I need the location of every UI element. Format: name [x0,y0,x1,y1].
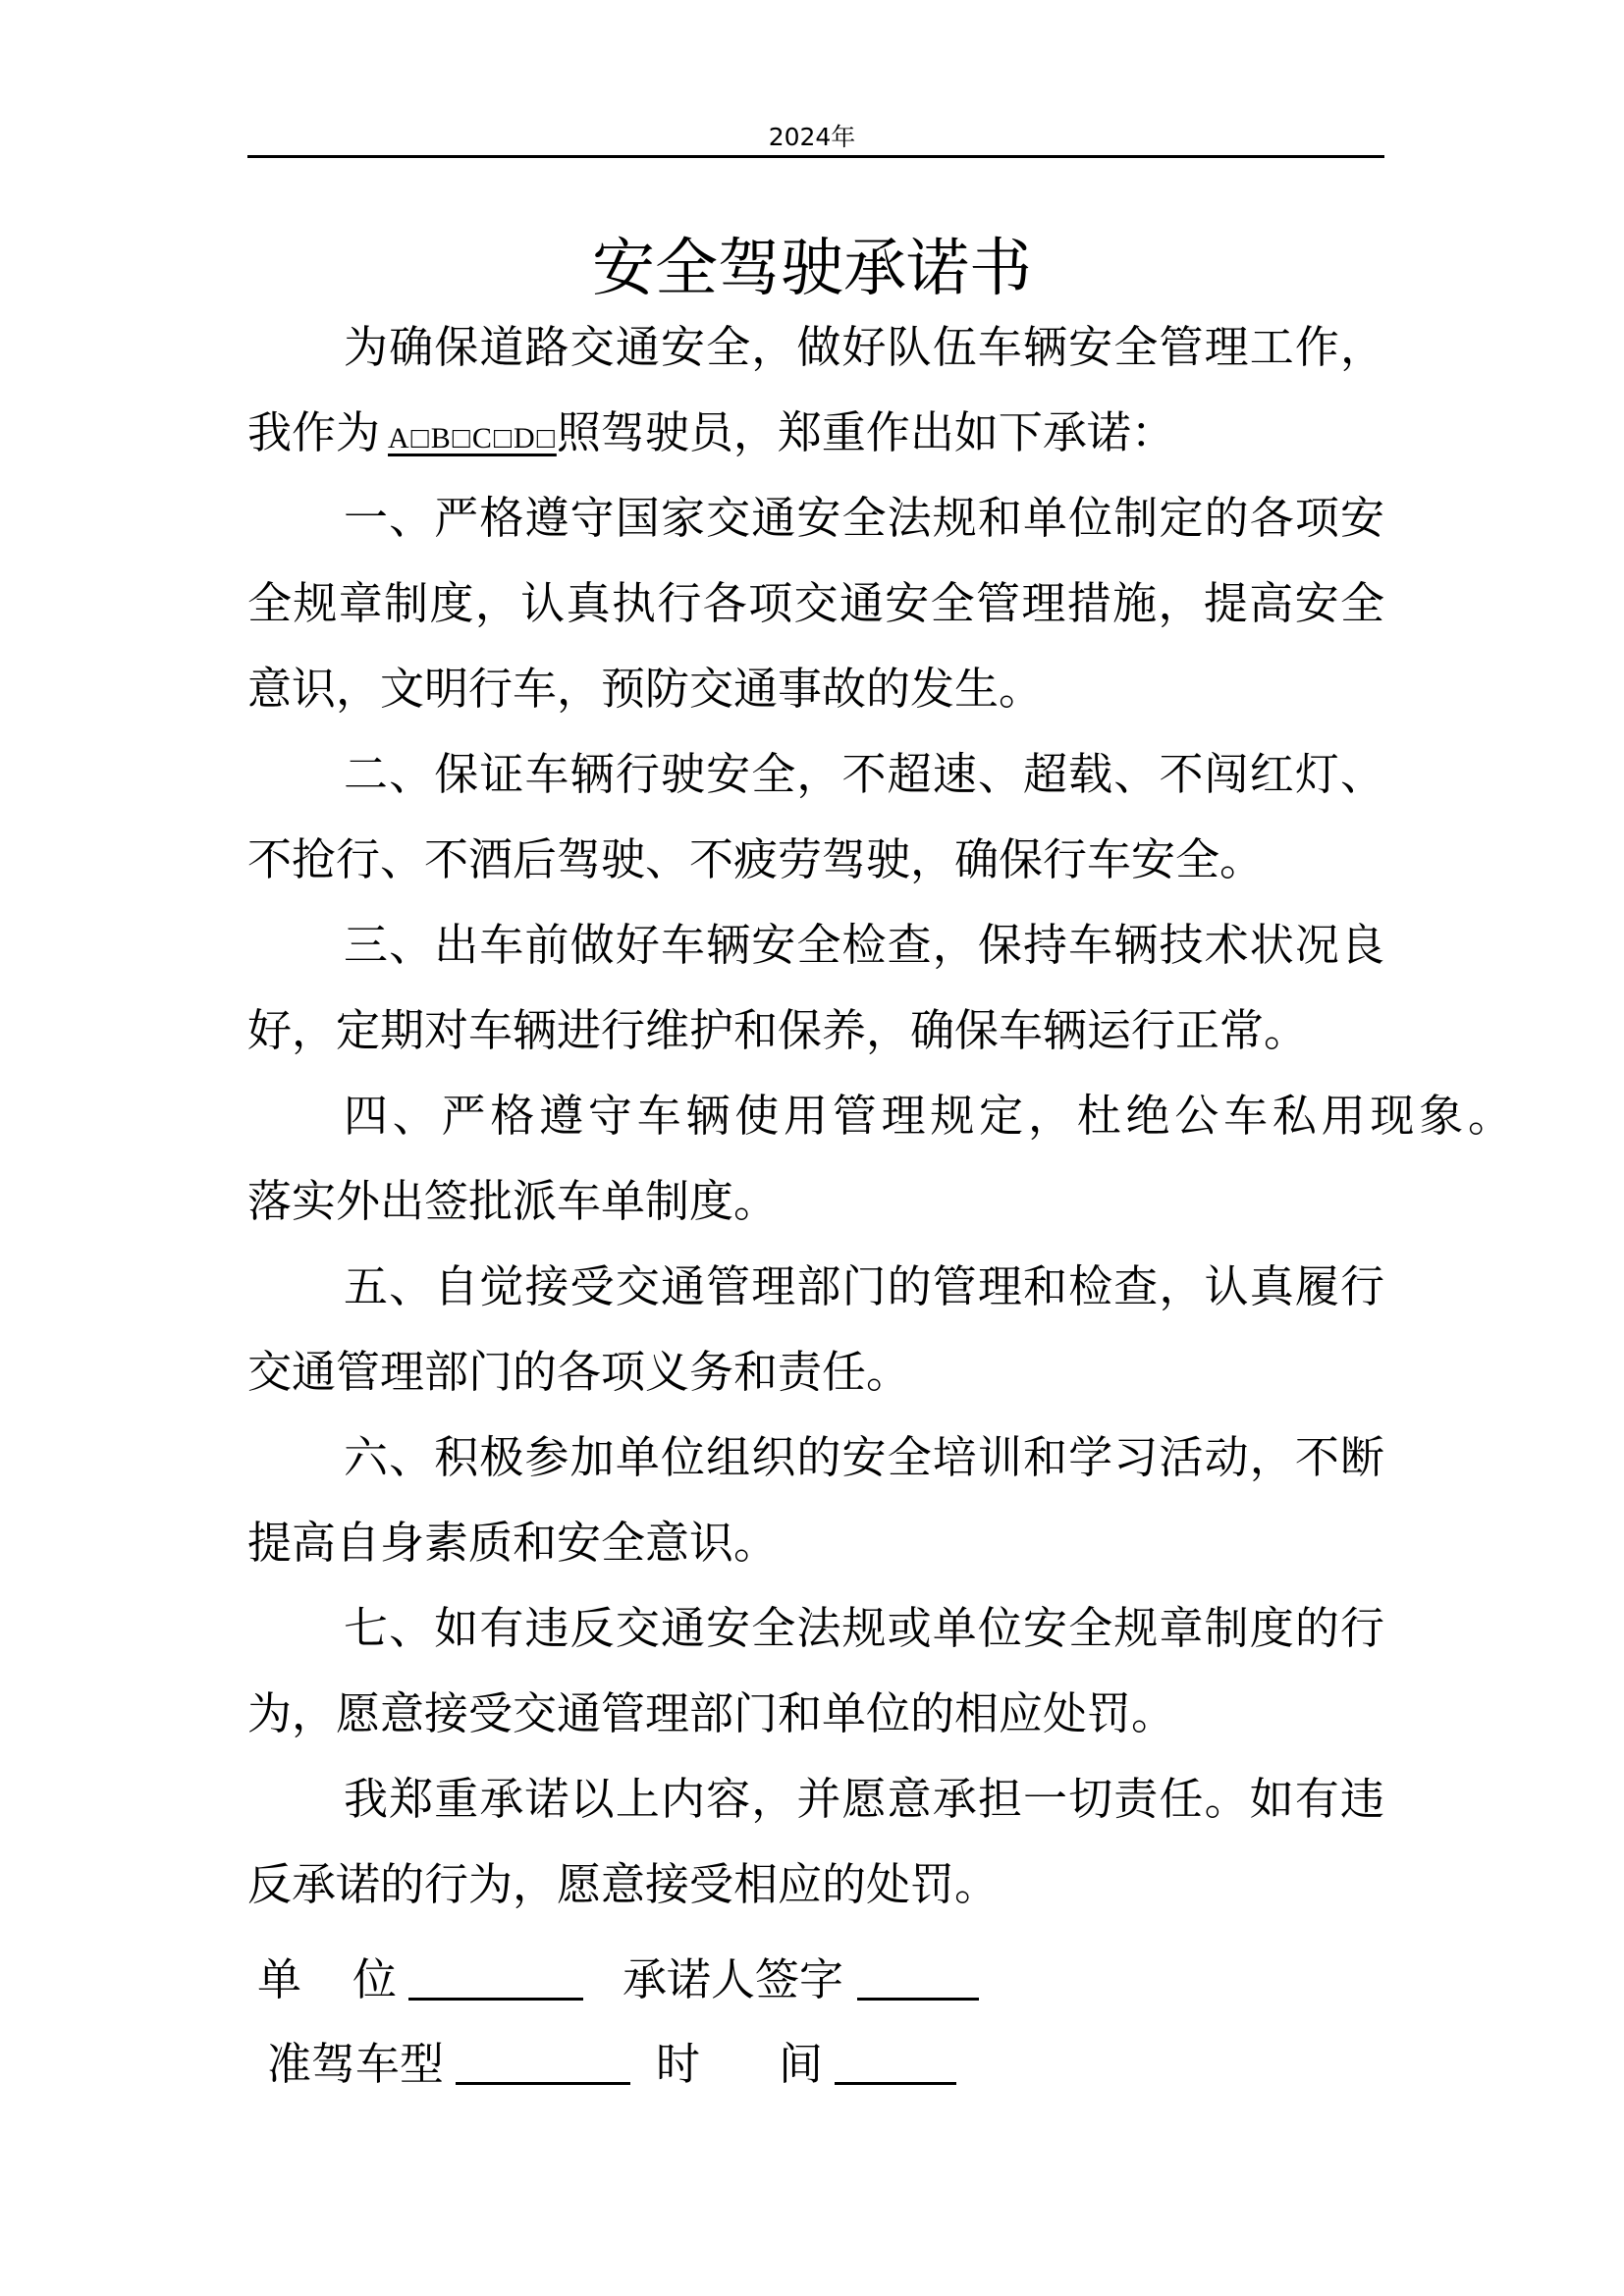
document-body [247,316,1512,1939]
signature-row-2 [267,2028,956,2092]
paragraph-6-line: 六、积极参加单位组织的安全培训和学习活动，不断 [344,1431,1384,1483]
paragraph-3-line: 好，定期对车辆进行维护和保养，确保车辆运行正常。 [247,1004,1309,1056]
unit-label-2: 位 [352,1953,398,2005]
header-divider [247,155,1384,158]
page-title: 安全驾驶承诺书 [592,233,1032,305]
unit-label-1: 单 [257,1953,302,2005]
paragraph-7-line: 为，愿意接受交通管理部门和单位的相应处罚。 [247,1687,1176,1739]
paragraph-7-line: 七、如有违反交通安全法规或单位安全规章制度的行 [344,1602,1384,1654]
paragraph-8-line: 反承诺的行为，愿意接受相应的处罚。 [247,1858,1000,1910]
paragraph-1-line: 意识，文明行车，预防交通事故的发生。 [247,663,1044,715]
paragraph-3-line: 三、出车前做好车辆安全检查，保持车辆技术状况良 [344,919,1384,971]
signer-label: 承诺人签字 [623,1953,844,2005]
commitment-list [247,487,1512,1939]
paragraph-4-line: 四、严格遵守车辆使用管理规定，杜绝公车私用现象。 [344,1090,1512,1142]
paragraph-2-line: 不抢行、不酒后驾驶、不疲劳驾驶，确保行车安全。 [247,833,1265,885]
signer-signature-field[interactable] [857,1954,979,2001]
unit-field[interactable] [408,1954,583,2001]
header-year: 2024年 [768,123,856,151]
signature-row-1 [257,1944,979,2007]
paragraph-5-line: 五、自觉接受交通管理部门的管理和检查，认真履行 [344,1260,1384,1312]
vehicle-type-field[interactable] [456,2039,630,2085]
intro-line-1: 为确保道路交通安全，做好队伍车辆安全管理工作， [344,321,1384,373]
date-label-2: 间 [779,2038,824,2090]
vehicle-type-label: 准驾车型 [267,2038,445,2090]
paragraph-6-line: 提高自身素质和安全意识。 [247,1517,779,1569]
intro-line-2 [247,401,1384,487]
paragraph-5-line: 交通管理部门的各项义务和责任。 [247,1346,911,1398]
date-label-1: 时 [656,2038,701,2090]
paragraph-1-line: 全规章制度，认真执行各项交通安全管理措施，提高安全 [247,577,1384,629]
license-class-options: A□B□C□D□ [388,422,557,454]
paragraph-8-line: 我郑重承诺以上内容，并愿意承担一切责任。如有违 [344,1773,1384,1825]
intro-prefix: 我作为 [247,406,381,458]
intro-suffix: 照驾驶员，郑重作出如下承诺： [556,406,1175,458]
paragraph-4-line: 落实外出签批派车单制度。 [247,1175,779,1227]
paragraph-2-line: 二、保证车辆行驶安全，不超速、超载、不闯红灯、 [344,748,1384,800]
date-field[interactable] [835,2039,956,2085]
paragraph-1-line: 一、严格遵守国家交通安全法规和单位制定的各项安 [344,492,1384,544]
